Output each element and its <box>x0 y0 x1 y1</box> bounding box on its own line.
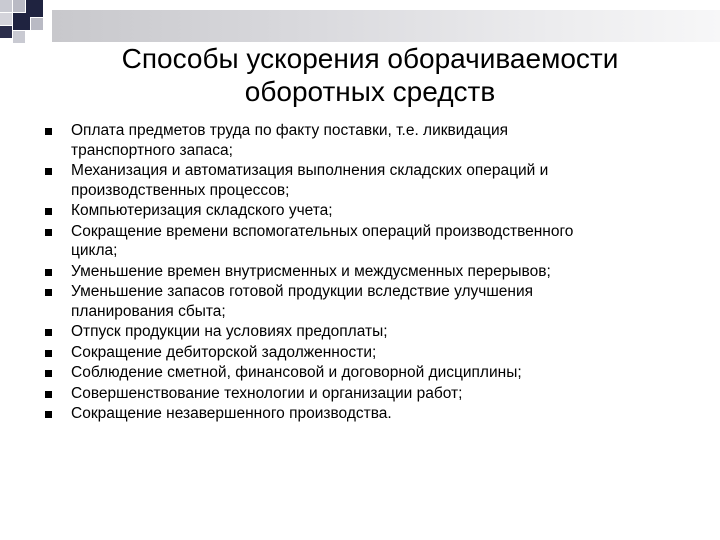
corner-square-light-5 <box>13 31 25 43</box>
bullet-text-line-1: Совершенствование технологии и организации работ; <box>71 384 463 402</box>
bullet-text-line-2: планирования сбыта; <box>71 302 226 320</box>
bullet-item <box>34 222 674 261</box>
bullet-text-line-1: Компьютеризация складского учета; <box>71 202 333 219</box>
slide-title-line-1: Способы ускорения оборачиваемости <box>121 43 619 74</box>
bullet-text-line-2: транспортного запаса; <box>71 141 233 159</box>
bullet-text-line-1: Сокращение дебиторской задолженности; <box>71 343 377 361</box>
corner-square-light-2 <box>13 0 25 12</box>
corner-square-light-3 <box>0 13 12 25</box>
slide-title <box>60 42 680 108</box>
bullet-text-line-1: Механизация и автоматизация выполнения складских операций и <box>71 162 549 179</box>
bullet-text-line-1: Сокращение незавершенного производства. <box>71 405 392 422</box>
bullet-text-line-1: Уменьшение запасов готовой продукции вследствие улучшения <box>71 283 534 300</box>
corner-square-dark-2 <box>13 13 30 30</box>
bullet-item <box>34 404 674 424</box>
square-bullet-icon <box>45 289 52 296</box>
square-bullet-icon <box>45 391 52 398</box>
square-bullet-icon <box>45 370 52 377</box>
bullet-text-line-1: Уменьшение времен внутрисменных и междусменных перерывов; <box>71 262 551 280</box>
slide-title-line-2: оборотных средств <box>244 76 496 107</box>
bullet-text-line-2: производственных процессов; <box>71 181 290 199</box>
header-gradient-bar <box>52 10 720 42</box>
bullet-text-line-1: Соблюдение сметной, финансовой и договорной дисциплины; <box>71 364 522 381</box>
bullet-item <box>34 201 674 221</box>
corner-square-light-4 <box>31 18 43 30</box>
square-bullet-icon <box>45 350 52 357</box>
bullet-item <box>34 363 674 383</box>
bullet-item <box>34 343 674 363</box>
square-bullet-icon <box>45 329 52 336</box>
square-bullet-icon <box>45 208 52 215</box>
bullet-item <box>34 161 674 200</box>
square-bullet-icon <box>45 168 52 175</box>
bullet-item <box>34 384 674 404</box>
bullet-text-line-1: Оплата предметов труда по факту поставки, т.е. ликвидация <box>71 122 509 139</box>
bullet-text-line-2: цикла; <box>71 242 118 259</box>
square-bullet-icon <box>45 411 52 418</box>
square-bullet-icon <box>45 128 52 135</box>
square-bullet-icon <box>45 269 52 276</box>
bullet-item <box>34 262 674 282</box>
bullet-item <box>34 121 674 160</box>
bullet-text-line-1: Отпуск продукции на условиях предоплаты; <box>71 323 388 340</box>
bullet-item <box>34 282 674 321</box>
corner-square-dark-3 <box>0 26 12 38</box>
bullet-text-line-1: Сокращение времени вспомогательных операций производственного <box>71 222 574 240</box>
bullet-list <box>34 121 674 425</box>
corner-square-light-1 <box>0 0 12 12</box>
bullet-item <box>34 322 674 342</box>
square-bullet-icon <box>45 229 52 236</box>
